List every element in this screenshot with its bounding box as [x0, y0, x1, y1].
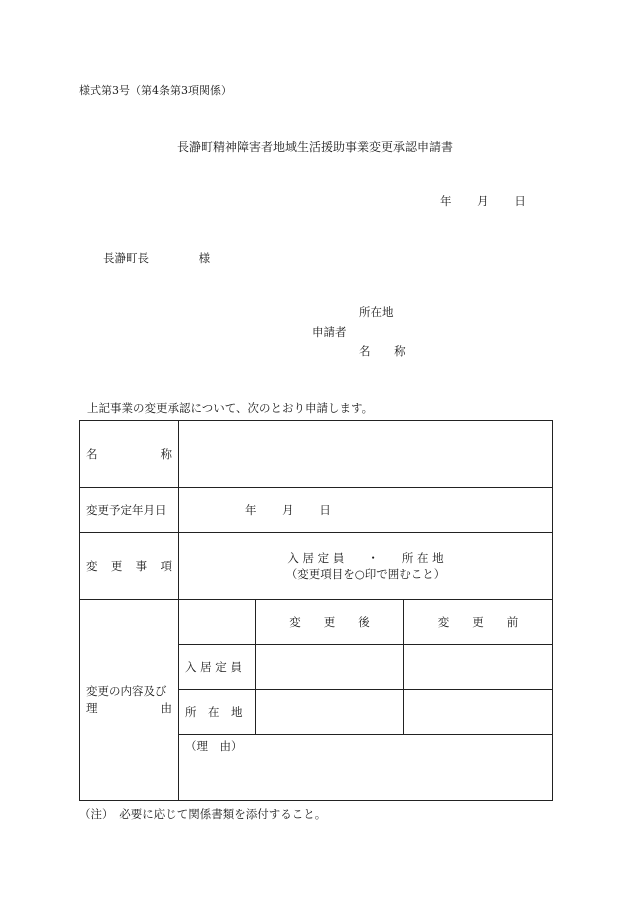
- application-table: [79, 420, 553, 801]
- addressee-honorific: 様: [198, 251, 211, 265]
- row-change-item: [80, 533, 553, 600]
- change-date-cell[interactable]: [179, 488, 553, 533]
- change-item-label-c4: 項: [160, 559, 172, 573]
- capacity-after-cell[interactable]: [256, 645, 404, 690]
- details-label-cell: [80, 600, 179, 801]
- change-item-options: 入 居 定 員 ・ 所 在 地: [287, 551, 444, 565]
- details-label-line1: 変更の内容及び: [86, 684, 167, 698]
- row-name: [80, 421, 553, 488]
- change-item-label-c3: 事: [135, 559, 148, 573]
- applicant-label: 申請者: [312, 325, 347, 339]
- change-date-month: 月: [282, 503, 294, 517]
- location-after-cell[interactable]: [256, 690, 404, 735]
- change-item-label-c2: 更: [110, 559, 123, 573]
- name-label-right: 称: [160, 447, 172, 461]
- name-input-cell[interactable]: [179, 421, 553, 488]
- document-title: 長瀞町精神障害者地域生活援助事業変更承認申請書: [176, 140, 453, 154]
- capacity-before-cell[interactable]: [404, 645, 553, 690]
- reason-label: （理 由）: [185, 739, 243, 753]
- addressee-name: 長瀞町長: [103, 251, 149, 265]
- row-location-label: 所 在 地: [179, 690, 256, 735]
- form-number: 様式第3号（第4条第3項関係）: [79, 84, 232, 97]
- change-item-label-c1: 変: [86, 559, 98, 573]
- applicant-address-label: 所在地: [359, 305, 394, 319]
- name-label-cell: [80, 421, 179, 488]
- applicant-name-label: 名 称: [359, 344, 416, 358]
- date-year: 年: [440, 194, 452, 208]
- addressee: [103, 250, 210, 266]
- row-details-header: [80, 600, 553, 645]
- col-before-header: 変 更 前: [404, 600, 553, 645]
- row-change-date: [80, 488, 553, 533]
- col-after-header: 変 更 後: [256, 600, 404, 645]
- reason-cell[interactable]: [179, 735, 553, 801]
- footnote: （注） 必要に応じて関係書類を添付すること。: [79, 807, 327, 821]
- details-label-left: 理: [86, 701, 98, 715]
- date-line: [440, 193, 526, 209]
- location-before-cell[interactable]: [404, 690, 553, 735]
- change-item-label-cell: [80, 533, 179, 600]
- details-label-right: 由: [160, 701, 172, 715]
- date-day: 日: [514, 194, 526, 208]
- name-label-left: 名: [86, 447, 98, 461]
- intro-text: 上記事業の変更承認について、次のとおり申請します。: [87, 401, 374, 415]
- change-date-day: 日: [319, 503, 331, 517]
- row-capacity-label: 入 居 定 員: [179, 645, 256, 690]
- change-item-cell[interactable]: [179, 533, 553, 600]
- date-month: 月: [477, 194, 489, 208]
- change-item-note: （変更項目を○印で囲むこと）: [285, 567, 446, 581]
- details-header-blank: [179, 600, 256, 645]
- change-date-label: 変更予定年月日: [80, 488, 179, 533]
- change-date-year: 年: [245, 503, 257, 517]
